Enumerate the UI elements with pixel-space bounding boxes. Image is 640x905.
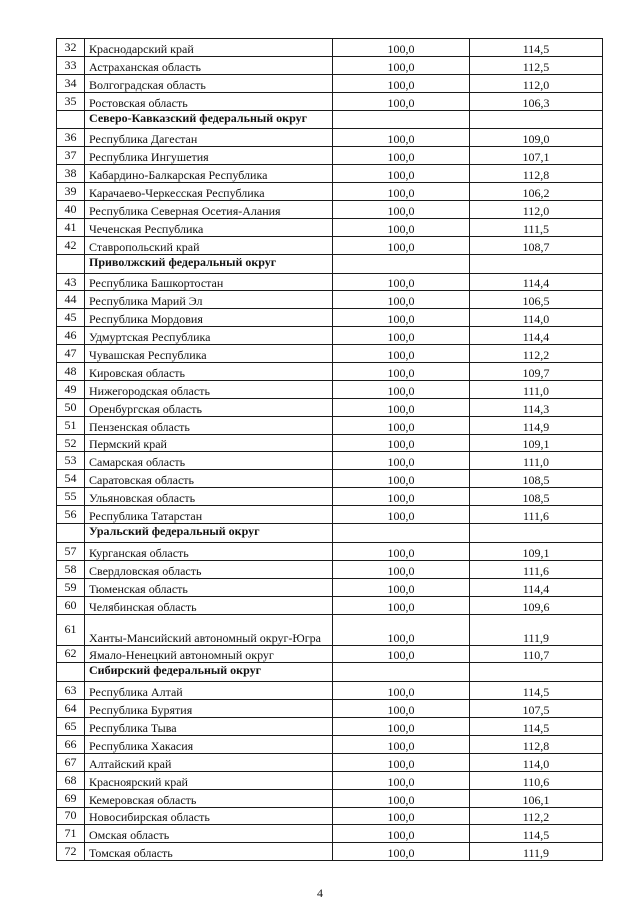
region-name: Ставропольский край (85, 236, 333, 254)
table-row (57, 39, 603, 57)
value-base: 100,0 (333, 380, 470, 398)
value-base: 100,0 (333, 843, 470, 861)
table-row (57, 291, 603, 309)
value-cell (333, 110, 470, 129)
row-number-cell (57, 110, 85, 129)
region-name: Курганская область (85, 542, 333, 560)
value-index: 111,9 (470, 614, 603, 645)
region-name: Чувашская Республика (85, 345, 333, 363)
value-base: 100,0 (333, 363, 470, 381)
value-base: 100,0 (333, 236, 470, 254)
row-number: 35 (57, 92, 85, 110)
row-number: 39 (57, 183, 85, 201)
table-row (57, 56, 603, 74)
row-number: 47 (57, 345, 85, 363)
table-row (57, 183, 603, 201)
row-number: 70 (57, 807, 85, 825)
value-base: 100,0 (333, 614, 470, 645)
value-cell (333, 524, 470, 543)
region-name: Республика Мордовия (85, 309, 333, 327)
value-base: 100,0 (333, 807, 470, 825)
region-name: Республика Хакасия (85, 735, 333, 753)
region-name: Челябинская область (85, 596, 333, 614)
value-index: 112,0 (470, 74, 603, 92)
row-number: 42 (57, 236, 85, 254)
table-row (57, 578, 603, 596)
table-row (57, 789, 603, 807)
value-base: 100,0 (333, 753, 470, 771)
row-number: 60 (57, 596, 85, 614)
row-number: 46 (57, 327, 85, 345)
row-number: 65 (57, 718, 85, 736)
value-base: 100,0 (333, 218, 470, 236)
value-index: 111,6 (470, 506, 603, 524)
row-number-cell (57, 524, 85, 543)
value-base: 100,0 (333, 201, 470, 219)
row-number: 37 (57, 147, 85, 165)
value-base: 100,0 (333, 434, 470, 452)
value-cell (470, 663, 603, 682)
table-row (57, 560, 603, 578)
table-row (57, 92, 603, 110)
region-name: Пензенская область (85, 416, 333, 434)
row-number: 64 (57, 700, 85, 718)
row-number: 52 (57, 434, 85, 452)
section-title: Приволжский федеральный округ (85, 254, 333, 273)
row-number: 68 (57, 771, 85, 789)
region-name: Кировская область (85, 363, 333, 381)
value-index: 114,0 (470, 309, 603, 327)
value-base: 100,0 (333, 398, 470, 416)
region-name: Республика Марий Эл (85, 291, 333, 309)
table-row (57, 682, 603, 700)
section-header-row (57, 524, 603, 543)
value-index: 106,3 (470, 92, 603, 110)
row-number: 72 (57, 843, 85, 861)
table-row (57, 74, 603, 92)
table-row (57, 380, 603, 398)
row-number: 38 (57, 165, 85, 183)
table-row (57, 236, 603, 254)
region-name: Республика Татарстан (85, 506, 333, 524)
value-index: 111,9 (470, 843, 603, 861)
value-index: 106,1 (470, 789, 603, 807)
value-index: 109,1 (470, 434, 603, 452)
region-name: Ямало-Ненецкий автономный округ (85, 645, 333, 663)
value-base: 100,0 (333, 771, 470, 789)
row-number: 63 (57, 682, 85, 700)
value-base: 100,0 (333, 39, 470, 57)
row-number-cell (57, 254, 85, 273)
row-number: 71 (57, 825, 85, 843)
value-index: 111,5 (470, 218, 603, 236)
value-index: 108,7 (470, 236, 603, 254)
region-name: Республика Северная Осетия-Алания (85, 201, 333, 219)
value-base: 100,0 (333, 74, 470, 92)
table-row (57, 700, 603, 718)
region-name: Нижегородская область (85, 380, 333, 398)
table-row (57, 345, 603, 363)
value-index: 110,7 (470, 645, 603, 663)
value-index: 112,2 (470, 345, 603, 363)
row-number-cell (57, 663, 85, 682)
region-name: Пермский край (85, 434, 333, 452)
value-index: 111,0 (470, 380, 603, 398)
table-row (57, 327, 603, 345)
value-base: 100,0 (333, 735, 470, 753)
value-base: 100,0 (333, 147, 470, 165)
value-base: 100,0 (333, 345, 470, 363)
section-header-row (57, 663, 603, 682)
value-index: 114,9 (470, 416, 603, 434)
region-name: Омская область (85, 825, 333, 843)
value-index: 114,0 (470, 753, 603, 771)
row-number: 50 (57, 398, 85, 416)
row-number: 67 (57, 753, 85, 771)
row-number: 41 (57, 218, 85, 236)
row-number: 48 (57, 363, 85, 381)
value-base: 100,0 (333, 682, 470, 700)
value-base: 100,0 (333, 488, 470, 506)
table-row (57, 309, 603, 327)
value-base: 100,0 (333, 645, 470, 663)
value-index: 109,7 (470, 363, 603, 381)
value-index: 106,2 (470, 183, 603, 201)
region-name: Удмуртская Республика (85, 327, 333, 345)
value-index: 108,5 (470, 488, 603, 506)
table-row (57, 506, 603, 524)
region-name: Новосибирская область (85, 807, 333, 825)
value-index: 112,2 (470, 807, 603, 825)
row-number: 49 (57, 380, 85, 398)
value-base: 100,0 (333, 578, 470, 596)
value-index: 107,1 (470, 147, 603, 165)
row-number: 45 (57, 309, 85, 327)
section-header-row (57, 254, 603, 273)
value-index: 112,0 (470, 201, 603, 219)
section-header-row (57, 110, 603, 129)
region-name: Республика Ингушетия (85, 147, 333, 165)
region-name: Ханты-Мансийский автономный округ-Югра (85, 614, 333, 645)
value-index: 111,6 (470, 560, 603, 578)
value-index: 114,5 (470, 39, 603, 57)
row-number: 40 (57, 201, 85, 219)
region-name: Оренбургская область (85, 398, 333, 416)
table-row (57, 165, 603, 183)
value-index: 114,5 (470, 718, 603, 736)
row-number: 57 (57, 542, 85, 560)
value-index: 112,8 (470, 735, 603, 753)
value-index: 106,5 (470, 291, 603, 309)
value-cell (470, 254, 603, 273)
row-number: 56 (57, 506, 85, 524)
value-index: 114,5 (470, 825, 603, 843)
row-number: 36 (57, 129, 85, 147)
value-base: 100,0 (333, 700, 470, 718)
table-row (57, 201, 603, 219)
region-name: Саратовская область (85, 470, 333, 488)
region-name: Республика Алтай (85, 682, 333, 700)
table-row (57, 718, 603, 736)
value-base: 100,0 (333, 129, 470, 147)
row-number: 34 (57, 74, 85, 92)
table-row (57, 147, 603, 165)
table-row (57, 843, 603, 861)
region-name: Краснодарский край (85, 39, 333, 57)
region-name: Республика Тыва (85, 718, 333, 736)
section-title: Уральский федеральный округ (85, 524, 333, 543)
value-base: 100,0 (333, 506, 470, 524)
value-base: 100,0 (333, 56, 470, 74)
value-index: 109,1 (470, 542, 603, 560)
table-row (57, 363, 603, 381)
region-name: Самарская область (85, 452, 333, 470)
value-index: 109,6 (470, 596, 603, 614)
row-number: 69 (57, 789, 85, 807)
row-number: 53 (57, 452, 85, 470)
value-base: 100,0 (333, 416, 470, 434)
value-index: 114,4 (470, 327, 603, 345)
row-number: 58 (57, 560, 85, 578)
table-row (57, 452, 603, 470)
region-name: Республика Бурятия (85, 700, 333, 718)
region-name: Красноярский край (85, 771, 333, 789)
value-base: 100,0 (333, 560, 470, 578)
table-row (57, 735, 603, 753)
table-row (57, 614, 603, 645)
table-row (57, 542, 603, 560)
table-row (57, 434, 603, 452)
table-row (57, 771, 603, 789)
value-base: 100,0 (333, 165, 470, 183)
region-name: Свердловская область (85, 560, 333, 578)
row-number: 54 (57, 470, 85, 488)
table-row (57, 398, 603, 416)
region-name: Ростовская область (85, 92, 333, 110)
row-number: 66 (57, 735, 85, 753)
regions-table (56, 38, 603, 861)
value-base: 100,0 (333, 825, 470, 843)
table-row (57, 596, 603, 614)
region-name: Астраханская область (85, 56, 333, 74)
row-number: 33 (57, 56, 85, 74)
value-base: 100,0 (333, 92, 470, 110)
region-name: Республика Дагестан (85, 129, 333, 147)
table-row (57, 416, 603, 434)
section-title: Северо-Кавказский федеральный округ (85, 110, 333, 129)
section-title: Сибирский федеральный округ (85, 663, 333, 682)
row-number: 51 (57, 416, 85, 434)
value-cell (470, 110, 603, 129)
table-row (57, 645, 603, 663)
regions-table-body (57, 39, 603, 861)
region-name: Ульяновская область (85, 488, 333, 506)
value-index: 114,4 (470, 578, 603, 596)
table-row (57, 753, 603, 771)
row-number: 55 (57, 488, 85, 506)
value-index: 114,4 (470, 273, 603, 291)
row-number: 62 (57, 645, 85, 663)
value-index: 111,0 (470, 452, 603, 470)
value-cell (333, 663, 470, 682)
table-row (57, 488, 603, 506)
row-number: 59 (57, 578, 85, 596)
value-index: 107,5 (470, 700, 603, 718)
region-name: Кемеровская область (85, 789, 333, 807)
value-base: 100,0 (333, 291, 470, 309)
region-name: Чеченская Республика (85, 218, 333, 236)
table-row (57, 470, 603, 488)
region-name: Волгоградская область (85, 74, 333, 92)
value-base: 100,0 (333, 596, 470, 614)
value-base: 100,0 (333, 470, 470, 488)
table-row (57, 129, 603, 147)
value-index: 114,5 (470, 682, 603, 700)
value-cell (470, 524, 603, 543)
value-base: 100,0 (333, 789, 470, 807)
page-number: 4 (317, 886, 323, 900)
value-index: 114,3 (470, 398, 603, 416)
row-number: 61 (57, 614, 85, 645)
value-index: 112,5 (470, 56, 603, 74)
value-index: 109,0 (470, 129, 603, 147)
table-row (57, 218, 603, 236)
value-base: 100,0 (333, 327, 470, 345)
value-index: 110,6 (470, 771, 603, 789)
row-number: 44 (57, 291, 85, 309)
row-number: 43 (57, 273, 85, 291)
value-base: 100,0 (333, 542, 470, 560)
value-index: 108,5 (470, 470, 603, 488)
table-row (57, 807, 603, 825)
region-name: Карачаево-Черкесская Республика (85, 183, 333, 201)
table-row (57, 273, 603, 291)
value-base: 100,0 (333, 309, 470, 327)
region-name: Республика Башкортостан (85, 273, 333, 291)
value-base: 100,0 (333, 273, 470, 291)
region-name: Томская область (85, 843, 333, 861)
value-index: 112,8 (470, 165, 603, 183)
value-base: 100,0 (333, 452, 470, 470)
table-row (57, 825, 603, 843)
value-base: 100,0 (333, 718, 470, 736)
value-base: 100,0 (333, 183, 470, 201)
row-number: 32 (57, 39, 85, 57)
value-cell (333, 254, 470, 273)
region-name: Кабардино-Балкарская Республика (85, 165, 333, 183)
region-name: Алтайский край (85, 753, 333, 771)
region-name: Тюменская область (85, 578, 333, 596)
